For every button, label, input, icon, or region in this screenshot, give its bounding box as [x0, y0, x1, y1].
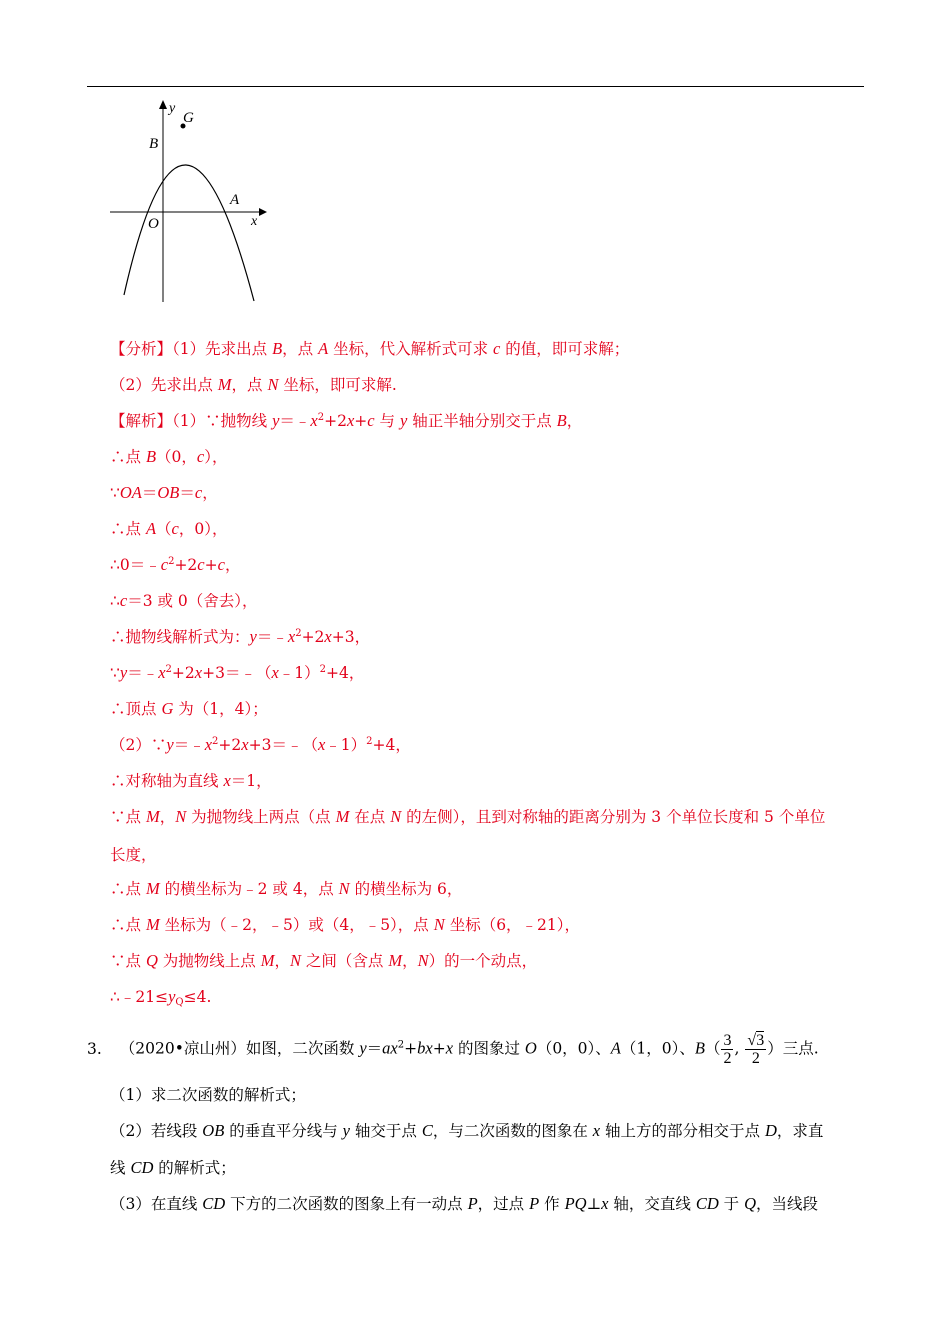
analysis-line-1: 【分析】（1）先求出点 B，点 A 坐标，代入解析式可求 c 的值，即可求解； [110, 339, 630, 358]
solution-line-13: 长度， [110, 846, 157, 864]
label-o: O [148, 216, 159, 232]
solution-line-1: 【解析】（1）∵抛物线 $y=﹣x^2+2x+c$ 与 y 轴正半轴分别交于点 B， [110, 411, 583, 430]
header-rule [87, 86, 864, 87]
analysis-line-2: （2）先求出点 M，点 N 坐标，即可求解. [110, 375, 397, 394]
solution-line-15: ∴点 M 坐标为（﹣2，﹣5）或（4，﹣5），点 N 坐标（6，﹣21）， [110, 915, 581, 934]
solution-line-2: ∴点 B（0，c）， [110, 447, 228, 466]
solution-line-16: ∵点 Q 为抛物线上点 M，N 之间（含点 M，N）的一个动点， [110, 951, 538, 970]
solution-line-11: ∴对称轴为直线 x＝1， [110, 771, 272, 790]
solution-line-8: $\because y=﹣x^2+2x+3=﹣(x﹣1)^2+4$， [110, 663, 365, 682]
label-a: A [230, 192, 240, 208]
label-y: y [169, 101, 176, 116]
solution-line-4: ∴点 A（c，0）， [110, 519, 228, 538]
solution-line-12: ∵点 M，N 为抛物线上两点（点 M 在点 N 的左侧），且到对称轴的距离分别为 3 个单位长度和 5 个单位 [110, 807, 826, 826]
fraction-b-y: $\frac{√3}{2}$ [747, 1032, 765, 1067]
label-g: G [183, 110, 194, 126]
solution-line-6: ∴c＝3 或 0（舍去）， [110, 591, 258, 610]
y-axis-arrow [159, 100, 167, 109]
problem-3-q3: （3）在直线 CD 下方的二次函数的图象上有一动点 P，过点 P 作 PQ⊥x 轴，交直线 CD 于 Q，当线段 [110, 1194, 819, 1213]
problem-3-q1: （1）求二次函数的解析式； [110, 1086, 306, 1104]
parabola-curve [124, 165, 254, 301]
parabola-figure [104, 96, 274, 306]
solution-line-9: ∴顶点 G 为（1，4）； [110, 699, 268, 718]
solution-line-14: ∴点 M 的横坐标为﹣2 或 4，点 N 的横坐标为 6， [110, 879, 463, 898]
solution-line-17: $\therefore﹣21\le y_Q\le 4$. [110, 987, 212, 1008]
solution-line-5: $\therefore 0=﹣c^2+2c+c$， [110, 555, 241, 574]
solution-line-10: $(2)\because y=﹣x^2+2x+3=﹣(x﹣1)^2+4$， [110, 735, 411, 754]
solution-line-7: ∴抛物线解析式为：$y=﹣x^2+2x+3$， [110, 627, 371, 646]
x-axis-arrow [259, 208, 267, 216]
solution-line-3: ∵OA＝OB＝c， [110, 483, 218, 502]
problem-3-q2-line-2: 线 CD 的解析式； [110, 1158, 236, 1177]
problem-3-q2-line-1: （2）若线段 OB 的垂直平分线与 y 轴交于点 C，与二次函数的图象在 x 轴上方的部分相交于点 D，求直 [110, 1121, 824, 1140]
problem-number: 3. [87, 1039, 102, 1058]
label-b: B [149, 136, 159, 152]
label-x: x [251, 214, 258, 229]
fraction-b-x: $\frac{3}{2}$ [723, 1032, 732, 1067]
problem-3-stem: 3. （2020•凉山州）如图，二次函数 $y=ax^2+bx+x$ 的图象过 O（0，0）、A（1，0）、B（ $\frac{3}{2}$ , $\frac{√3}{2}$ ）三点. [87, 1032, 819, 1067]
